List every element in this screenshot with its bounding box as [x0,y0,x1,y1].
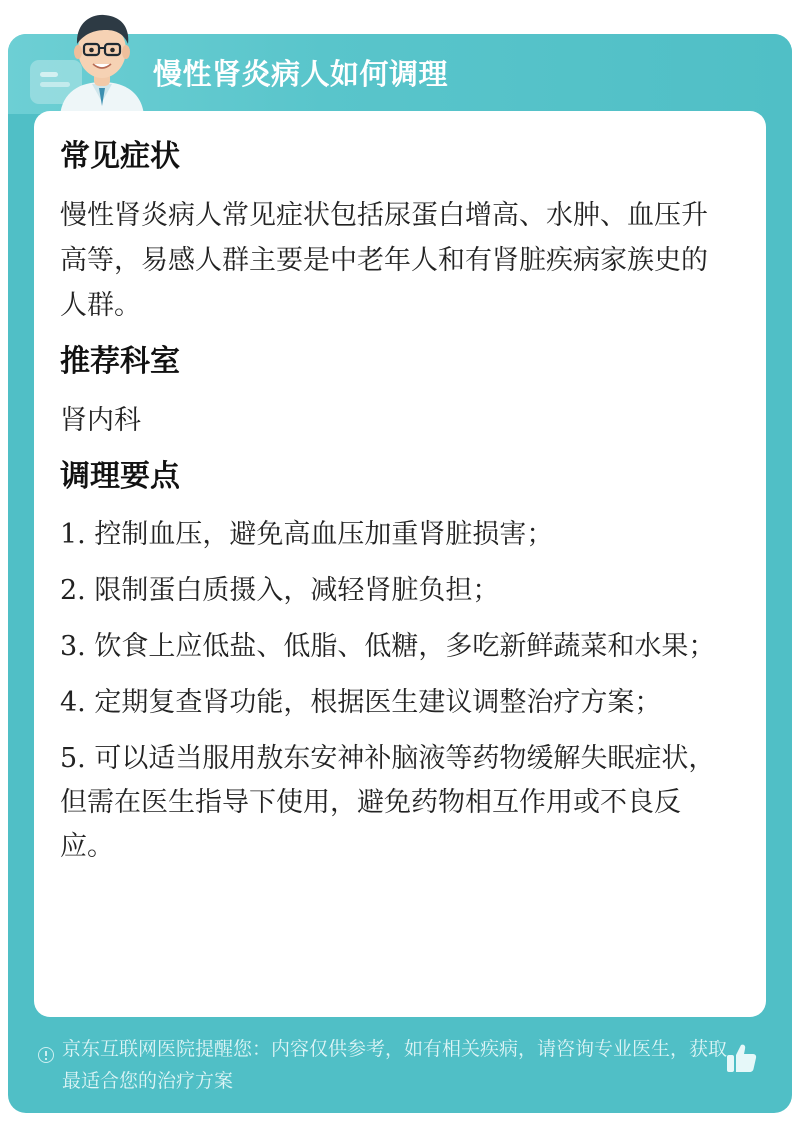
content-card [34,111,766,1017]
thumbs-up-icon[interactable] [724,1041,758,1075]
symptoms-text: 慢性肾炎病人常见症状包括尿蛋白增高、水肿、血压升高等，易感人群主要是中老年人和有肾脏疾病家族史的人群。 [60,200,708,321]
disclaimer-text: 京东互联网医院提醒您：内容仅供参考，如有相关疾病，请咨询专业医生，获取最适合您的治疗方案 [62,1038,728,1092]
list-item-text: 控制血压，避免高血压加重肾脏损害； [94,519,554,550]
header-band [8,34,792,114]
care-list [60,513,730,869]
article-frame [8,34,792,1113]
footer [8,1027,792,1107]
list-item [60,569,730,613]
list-item-number: 1. [60,519,86,550]
care-heading: 调理要点 [60,459,180,494]
list-item [60,737,730,869]
symptoms-heading: 常见症状 [60,139,180,174]
list-item [60,513,730,557]
list-item-text: 定期复查肾功能，根据医生建议调整治疗方案； [94,687,662,718]
content-body [60,135,730,881]
info-icon [38,1047,54,1063]
list-item [60,681,730,725]
list-item-text: 饮食上应低盐、低脂、低糖，多吃新鲜蔬菜和水果； [94,631,716,662]
doctor-avatar-icon [52,6,152,116]
list-item-text: 限制蛋白质摄入，减轻肾脏负担； [94,575,500,606]
list-item-number: 4. [60,687,86,718]
list-item-number: 2. [60,575,86,606]
list-item-number: 5. [60,743,86,774]
department-text: 肾内科 [60,405,141,436]
list-item [60,625,730,669]
list-item-number: 3. [60,631,86,662]
department-heading: 推荐科室 [60,344,180,379]
page-title: 慢性肾炎病人如何调理 [153,57,449,91]
list-item-text: 可以适当服用敖东安神补脑液等药物缓解失眠症状，但需在医生指导下使用，避免药物相互作用或不良反应。 [60,743,716,862]
